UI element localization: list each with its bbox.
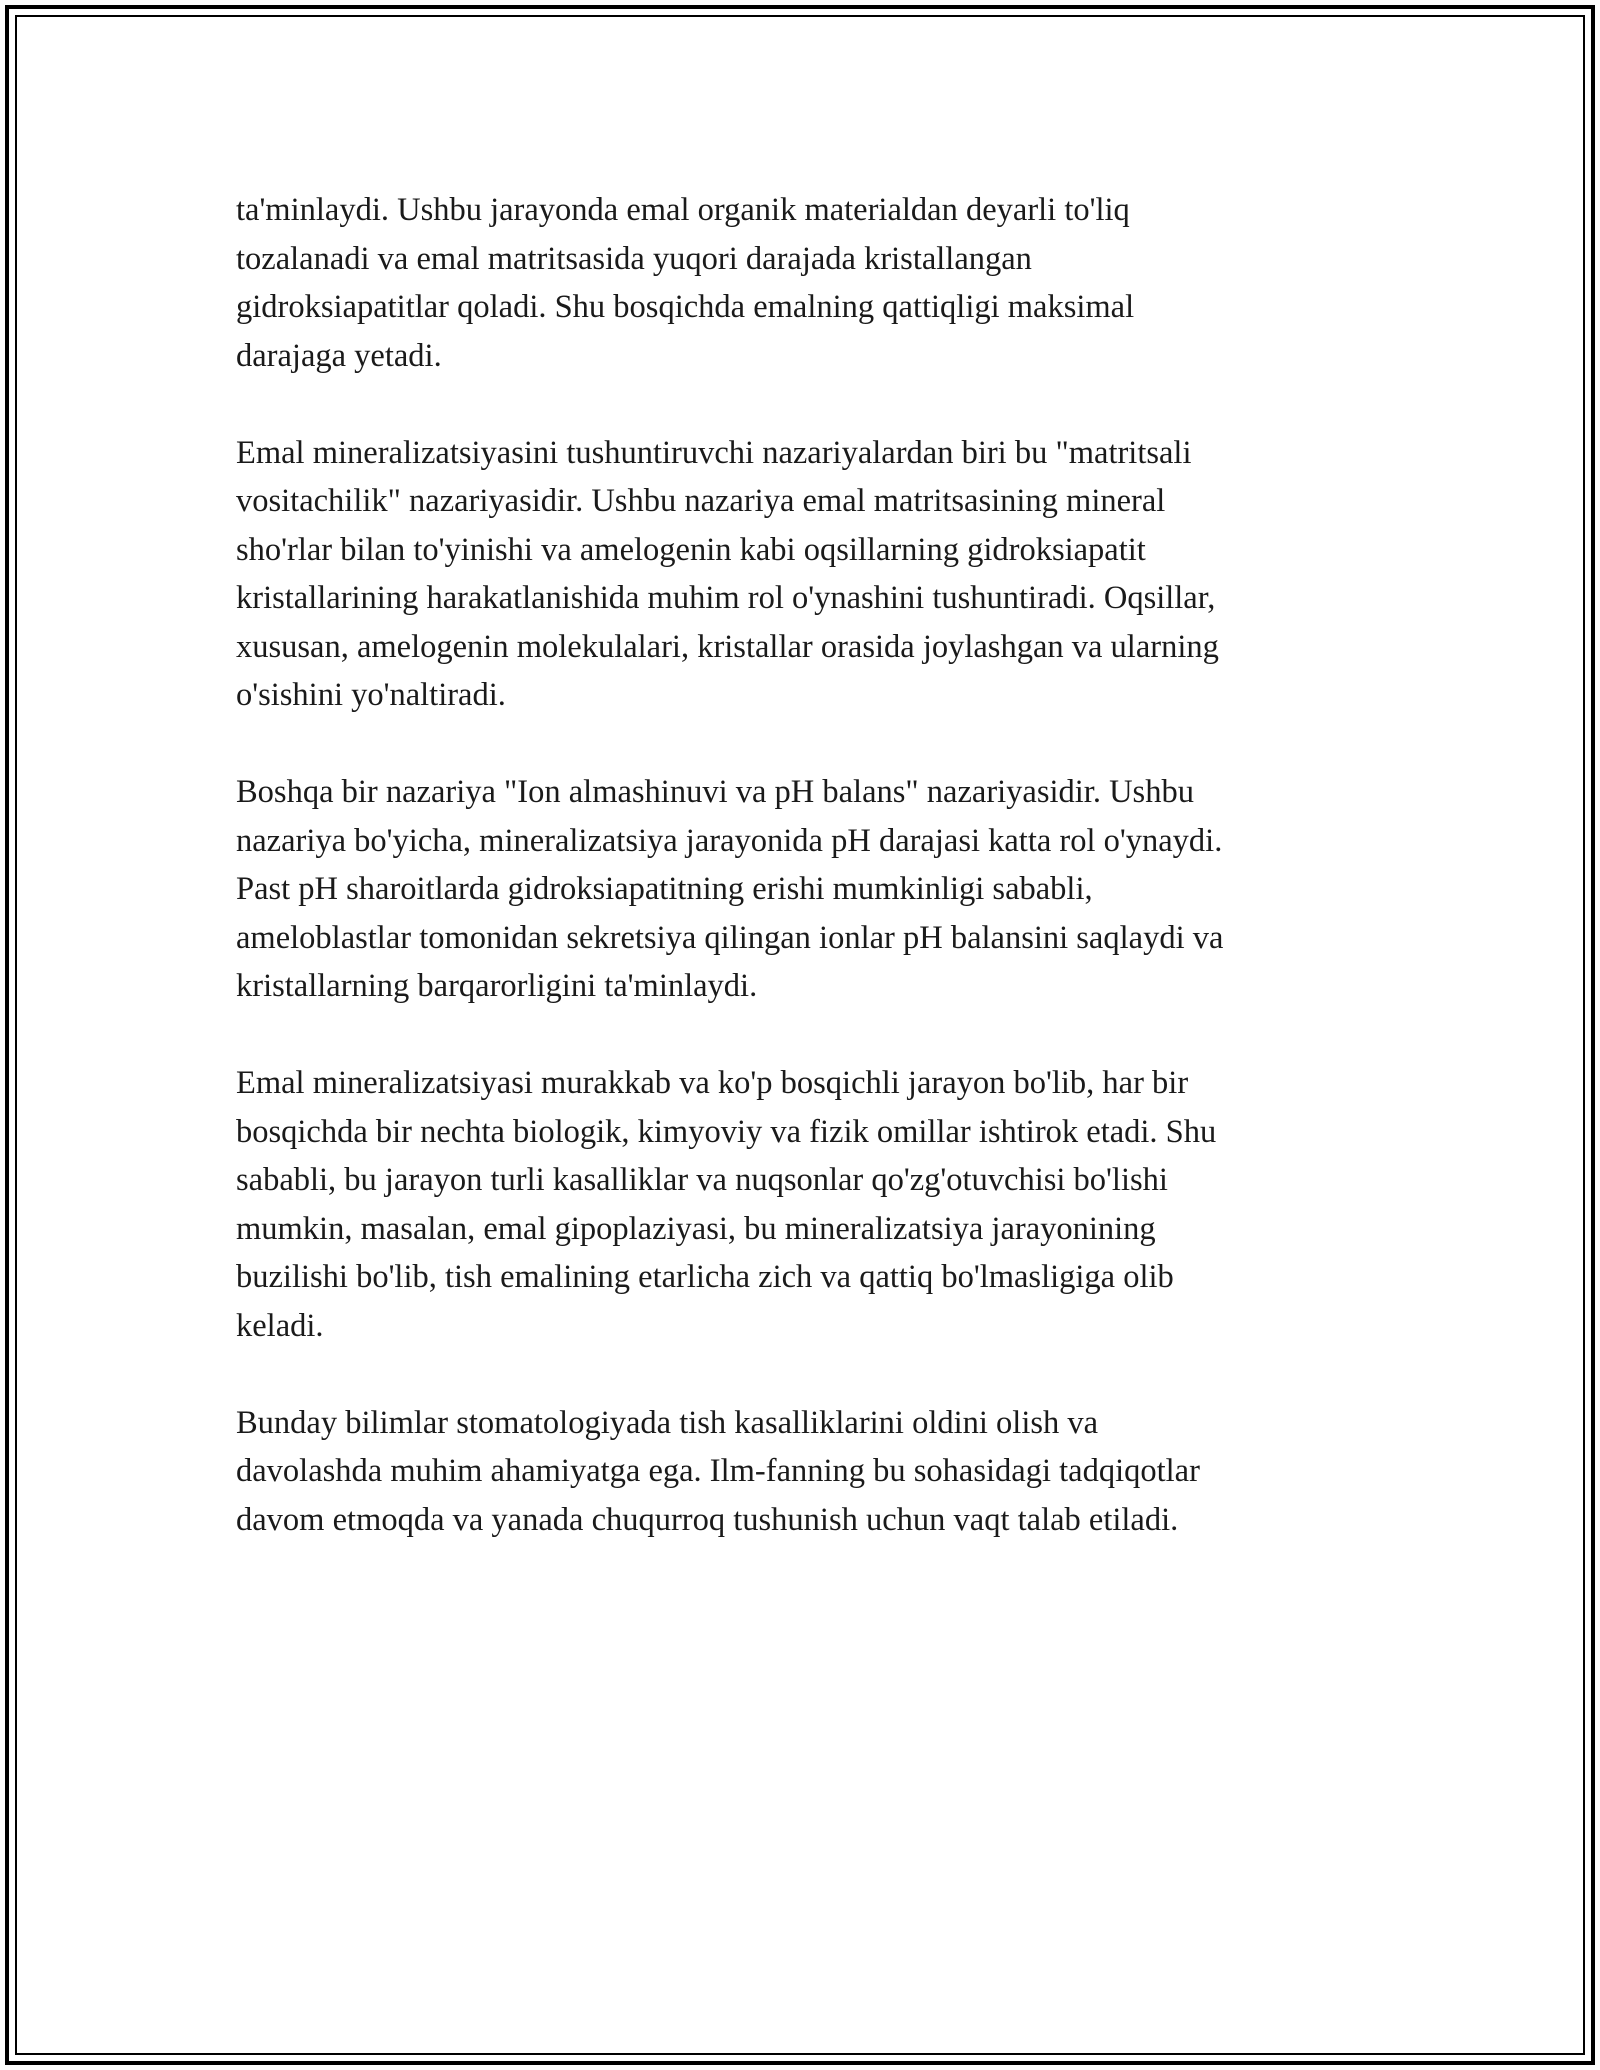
text-line: Boshqa bir nazariya "Ion almashinuvi va pH balans" nazariyasidir. Ushbu [236, 774, 1194, 810]
text-line: Emal mineralizatsiyasini tushuntiruvchi nazariyalardan biri bu "matritsali [236, 434, 1192, 471]
text-line: sababli, bu jarayon turli kasalliklar va nuqsonlar qo'zg'otuvchisi bo'lishi [236, 1162, 1168, 1198]
text-line: nazariya bo'yicha, mineralizatsiya jarayonida pH darajasi katta rol o'ynaydi. [236, 822, 1223, 859]
text-line: gidroksiapatitlar qoladi. Shu bosqichda emalning qattiqligi maksimal [236, 289, 1135, 325]
text-line: Bunday bilimlar stomatologiyada tish kasalliklarini oldini olish va [236, 1404, 1099, 1441]
text-line: Emal mineralizatsiyasi murakkab va ko'p bosqichli jarayon bo'lib, har bir [236, 1065, 1189, 1101]
paragraph-2 [236, 429, 1366, 720]
paragraph-5 [236, 1399, 1366, 1545]
text-line: davom etmoqda va yanada chuqurroq tushunish uchun vaqt talab etiladi. [236, 1501, 1179, 1538]
text-line: keladi. [236, 1307, 324, 1344]
paragraph-1 [236, 186, 1366, 380]
text-line: ameloblastlar tomonidan sekretsiya qilingan ionlar pH balansini saqlaydi va [236, 919, 1224, 956]
text-line: buzilishi bo'lib, tish emalining etarlicha zich va qattiq bo'lmasligiga olib [236, 1259, 1174, 1295]
text-line: kristallarning barqarorligini ta'minlaydi. [236, 968, 758, 1004]
text-line: kristallarining harakatlanishida muhim rol o'ynashini tushuntiradi. Oqsillar, [236, 580, 1216, 616]
text-line: davolashda muhim ahamiyatga ega. Ilm-fanning bu sohasidagi tadqiqotlar [236, 1453, 1200, 1489]
text-line: bosqichda bir nechta biologik, kimyoviy va fizik omillar ishtirok etadi. Shu [236, 1113, 1217, 1150]
text-line: mumkin, masalan, emal gipoplaziyasi, bu mineralizatsiya jarayonining [236, 1210, 1156, 1247]
document-body [236, 186, 1366, 1593]
text-line: darajaga yetadi. [236, 337, 442, 374]
text-line: tozalanadi va emal matritsasida yuqori darajada kristallangan [236, 240, 1032, 277]
paragraph-3 [236, 768, 1366, 1011]
text-line: sho'rlar bilan to'yinishi va amelogenin kabi oqsillarning gidroksiapatit [236, 531, 1146, 568]
text-line: xususan, amelogenin molekulalari, kristallar orasida joylashgan va ularning [236, 628, 1219, 665]
text-line: ta'minlaydi. Ushbu jarayonda emal organik materialdan deyarli to'liq [236, 192, 1130, 228]
text-line: o'sishini yo'naltiradi. [236, 677, 506, 713]
paragraph-4 [236, 1059, 1366, 1350]
text-line: vositachilik" nazariyasidir. Ushbu nazariya emal matritsasining mineral [236, 483, 1166, 519]
text-line: Past pH sharoitlarda gidroksiapatitning erishi mumkinligi sababli, [236, 871, 1093, 907]
